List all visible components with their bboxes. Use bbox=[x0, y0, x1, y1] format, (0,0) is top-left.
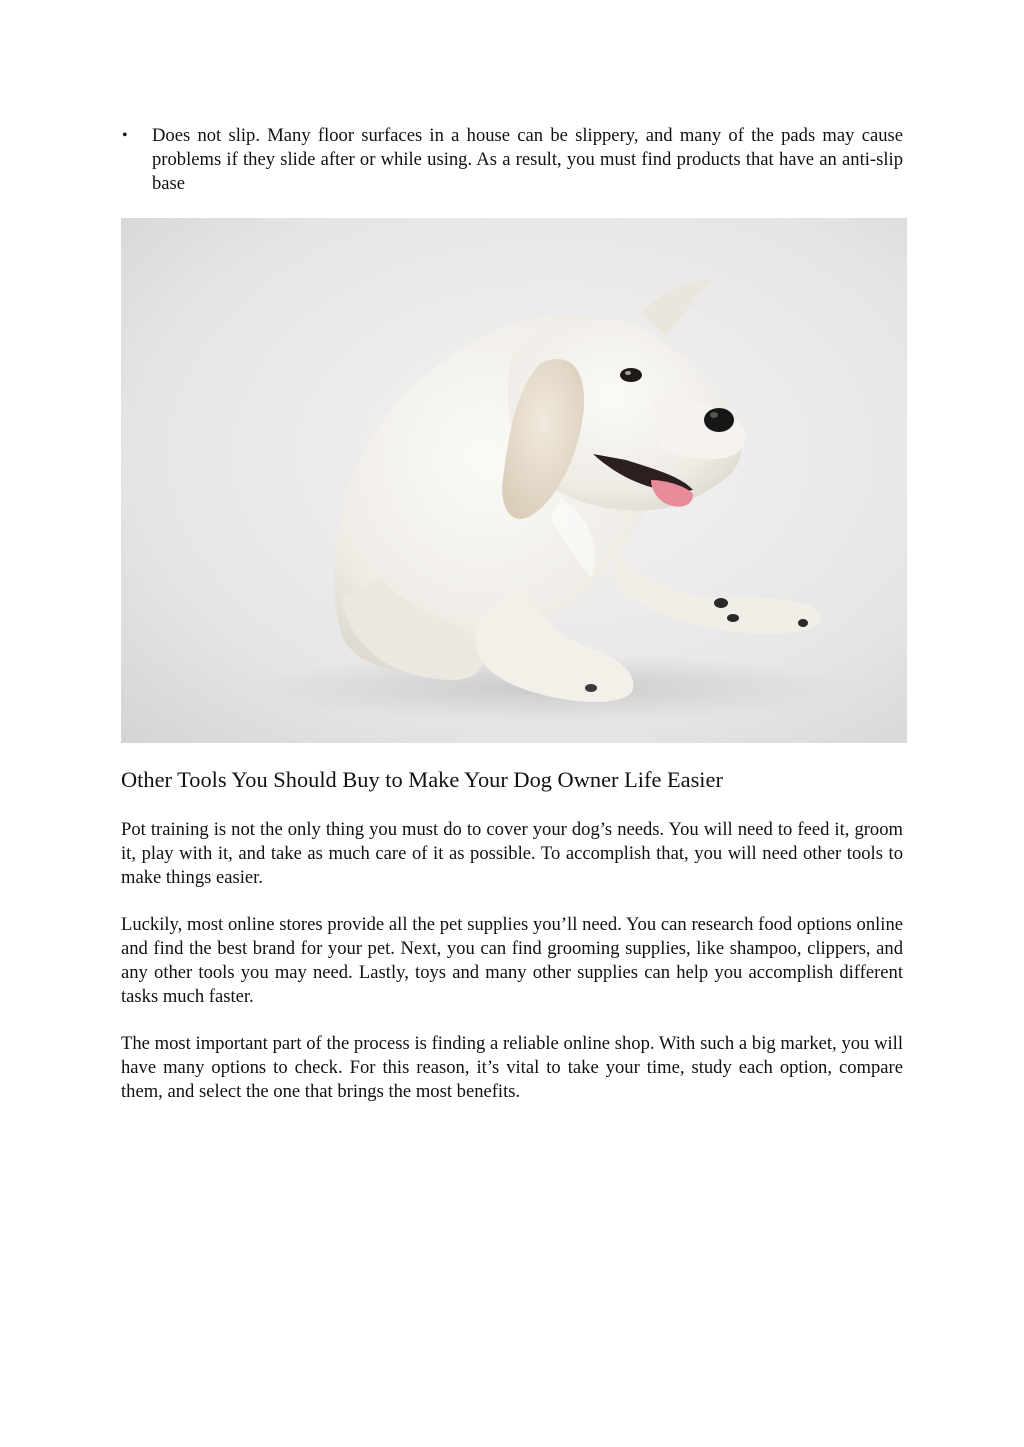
section-heading: Other Tools You Should Buy to Make Your Dog Owner Life Easier bbox=[121, 767, 723, 792]
bullet-list bbox=[121, 124, 903, 196]
bullet-item bbox=[121, 124, 903, 196]
bullet-text: Does not slip. Many floor surfaces in a house can be slippery, and many of the pads may cause problems if they slide after or while using. As a result, you must find products that have an anti-slip base bbox=[152, 125, 903, 194]
puppy-photo-icon bbox=[121, 218, 907, 743]
paragraph: Luckily, most online stores provide all the pet supplies you’ll need. You can research food options online and find the best brand for your pet. Next, you can find grooming supplies, like shampoo, clippers, and any other tools you may need. Lastly, toys and many other supplies can help you accomplish different tasks much faster. bbox=[121, 914, 903, 1007]
paragraph: Pot training is not the only thing you must do to cover your dog’s needs. You will need to feed it, groom it, play with it, and take as much care of it as possible. To accomplish that, you will need other tools to make things easier. bbox=[121, 819, 903, 888]
paragraph: The most important part of the process is finding a reliable online shop. With such a big market, you will have many options to check. For this reason, it’s vital to take your time, study each option, compare them, and select the one that brings the most benefits. bbox=[121, 1033, 903, 1102]
bullet-marker: • bbox=[122, 127, 128, 144]
puppy-photo bbox=[121, 218, 907, 743]
